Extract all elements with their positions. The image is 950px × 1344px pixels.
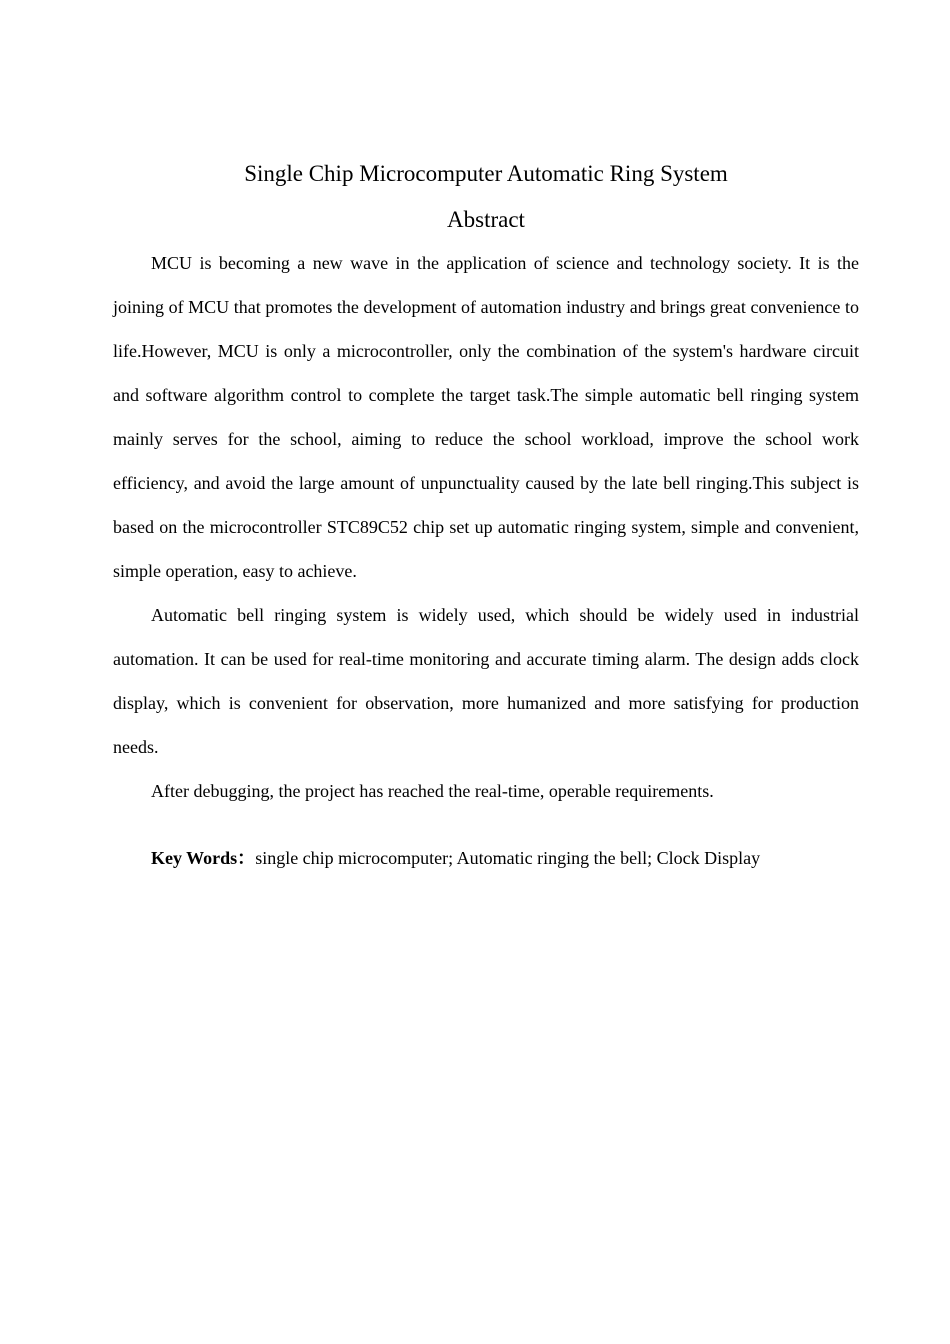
keywords-label: Key Words： (151, 848, 256, 868)
abstract-paragraph-2: Automatic bell ringing system is widely used, which should be widely used in industrial automation. It can be used for real-time monitoring and accurate timing alarm. The design adds clock display, which is convenient for observation, more humanized and more satisfying for production needs. (113, 605, 859, 757)
abstract-paragraph-3: After debugging, the project has reached the real-time, operable requirements. (151, 781, 714, 801)
abstract-section (113, 157, 859, 880)
document-title: Single Chip Microcomputer Automatic Ring System (244, 161, 728, 186)
abstract-heading: Abstract (447, 207, 525, 232)
abstract-paragraph-1: MCU is becoming a new wave in the application of science and technology society. It is the joining of MCU that promotes the development of automation industry and brings great convenience to life.However, MCU is only a microcontroller, only the combination of the system's hardware circuit and software algorithm control to complete the target task.The simple automatic bell ringing system mainly serves for the school, aiming to reduce the school workload, improve the school work efficiency, and avoid the large amount of unpunctuality caused by the late bell ringing.This subject is based on the microcontroller STC89C52 chip set up automatic ringing system, simple and convenient, simple operation, easy to achieve. (113, 253, 859, 581)
keywords-line (113, 836, 859, 880)
keywords-text: single chip microcomputer; Automatic ringing the bell; Clock Display (255, 848, 761, 868)
